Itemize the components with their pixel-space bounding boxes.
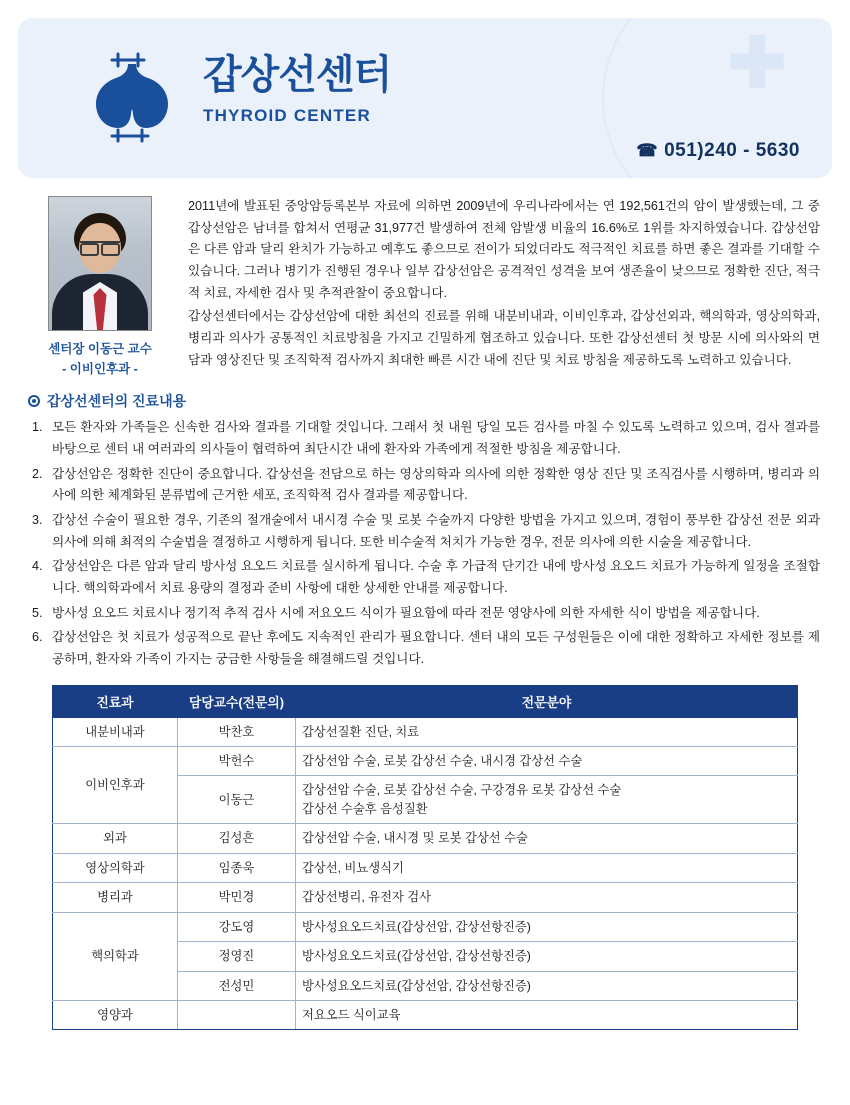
cell-specialty: 갑상선암 수술, 로봇 갑상선 수술, 구강경유 로봇 갑상선 수술 갑상선 수술후 음성질환 [296, 776, 798, 824]
cell-specialty: 방사성요오드치료(갑상선암, 갑상선항진증) [296, 971, 798, 1000]
table-row [53, 883, 798, 912]
intro-paragraph-2: 갑상선센터에서는 갑상선암에 대한 최선의 진료를 위해 내분비내과, 이비인후과, 갑상선외과, 핵의학과, 영상의학과, 병리과 의사가 공통적인 치료방침을 가지고 긴밀하게 협조하고 있습니다. 또한 갑상선센터 첫 방문 시에 의사와의 면담과 영상진단 및 조직학적 검사까지 최대한 빠른 시간 내에 진단 및 치료 방침을 제공하도록 노력하고 있습니다. [188, 309, 820, 367]
thyroid-gland-icon [88, 48, 178, 143]
table-header-row [53, 685, 798, 717]
cell-specialty: 방사성요오드치료(갑상선암, 갑상선항진증) [296, 912, 798, 941]
doctor-department: - 이비인후과 - [62, 362, 138, 377]
ring-bullet-icon [28, 395, 40, 407]
column-header-doctor: 담당교수(전문의) [178, 685, 296, 717]
cell-specialty: 방사성요오드치료(갑상선암, 갑상선항진증) [296, 942, 798, 971]
phone-number [636, 140, 800, 162]
cell-department: 영양과 [53, 1000, 178, 1029]
intro-section [30, 196, 820, 377]
cell-department: 핵의학과 [53, 912, 178, 1000]
cell-doctor: 전성민 [178, 971, 296, 1000]
services-list [30, 417, 820, 670]
phone-text: 051)240 - 5630 [664, 140, 800, 161]
doctor-photo [48, 196, 152, 331]
cell-doctor: 임종욱 [178, 853, 296, 882]
services-heading [28, 391, 820, 411]
list-item: 갑상선암은 정확한 진단이 중요합니다. 갑상선을 전담으로 하는 영상의학과 의사에 의한 정확한 영상 진단 및 조직검사를 시행하며, 병리과 의사에 의한 체계화된 분류법에 근거한 세포, 조직학적 검사 결과를 제공합니다. [52, 466, 820, 503]
column-header-dept: 진료과 [53, 685, 178, 717]
photo-glasses [80, 241, 120, 251]
cell-doctor: 박헌수 [178, 747, 296, 776]
column-header-field: 전문분야 [296, 685, 798, 717]
list-item: 갑상선암은 첫 치료가 성공적으로 끝난 후에도 지속적인 관리가 필요합니다. 센터 내의 모든 구성원들은 이에 대한 정확하고 자세한 정보를 제공하며, 환자와 가족이 가지는 궁금한 사항들을 해결해드릴 것입니다. [52, 630, 820, 666]
cell-department: 외과 [53, 824, 178, 853]
table-row [53, 824, 798, 853]
staff-table-wrap [52, 685, 798, 1031]
doctor-profile [30, 196, 170, 377]
doctor-name: 센터장 이동근 교수 [48, 342, 152, 356]
intro-text [170, 196, 820, 373]
cell-department: 영상의학과 [53, 853, 178, 882]
cell-doctor [178, 1000, 296, 1029]
cell-specialty: 갑상선암 수술, 로봇 갑상선 수술, 내시경 갑상선 수술 [296, 747, 798, 776]
cell-specialty: 갑상선, 비뇨생식기 [296, 853, 798, 882]
cell-doctor: 정영진 [178, 942, 296, 971]
staff-table [52, 685, 798, 1031]
title-korean: 갑상선센터 [203, 53, 392, 97]
cell-specialty: 저요오드 식이교육 [296, 1000, 798, 1029]
page-title [203, 52, 391, 126]
cell-doctor: 김성흔 [178, 824, 296, 853]
table-row [53, 853, 798, 882]
services-heading-label: 갑상선센터의 진료내용 [47, 393, 187, 410]
cell-department: 병리과 [53, 883, 178, 912]
cell-doctor: 이동근 [178, 776, 296, 824]
cross-watermark-icon: ✚ [727, 24, 787, 102]
list-item: 갑상선 수술이 필요한 경우, 기존의 절개술에서 내시경 수술 및 로봇 수술까지 다양한 방법을 가지고 있으며, 경험이 풍부한 갑상선 전문 외과 의사에 의해 최적의 수술법을 결정하고 시행하게 됩니다. 또한 비수술적 처치가 가능한 경우, 전문 의사에 의한 시술을 제공합니다. [52, 513, 820, 549]
cell-specialty: 갑상선암 수술, 내시경 및 로봇 갑상선 수술 [296, 824, 798, 853]
table-row [53, 912, 798, 941]
table-row [53, 747, 798, 776]
list-item: 갑상선암은 다른 암과 달리 방사성 요오드 치료를 실시하게 됩니다. 수술 후 가급적 단기간 내에 방사성 요오드 치료가 가능하게 일정을 조절합니다. 핵의학과에서 치료 용량의 결정과 준비 사항에 대한 상세한 안내를 제공합니다. [52, 559, 820, 595]
cell-doctor: 강도영 [178, 912, 296, 941]
cell-specialty: 갑상선병리, 유전자 검사 [296, 883, 798, 912]
page-header [18, 18, 832, 178]
telephone-icon: ☎ [636, 141, 659, 160]
table-row [53, 1000, 798, 1029]
cell-specialty: 갑상선질환 진단, 치료 [296, 717, 798, 746]
list-item: 모든 환자와 가족들은 신속한 검사와 결과를 기대할 것입니다. 그래서 첫 내원 당일 모든 검사를 마칠 수 있도록 노력하고 있으며, 검사 결과를 바탕으로 센터 내 여러과의 의사들이 협력하여 최단시간 내에 환자와 가족에게 적절한 방침을 제공합니다. [52, 420, 820, 457]
table-row [53, 717, 798, 746]
intro-paragraph-1: 2011년에 발표된 중앙암등록본부 자료에 의하면 2009년에 우리나라에서는 연 192,561건의 암이 발생했는데, 그 중 갑상선암은 남녀를 합쳐서 연평균 31,977건 발생하여 전체 암발생 비율의 16.6%로 1위를 차지하였습니다. 갑상선암은 다른 암과 달리 완치가 가능하고 예후도 좋으므로 전이가 되었더라도 적극적인 치료를 하면 좋은 결과를 기대할 수 있습니다. 그러나 병기가 진행된 경우나 일부 갑상선암은 공격적인 성격을 보여 생존율이 낮으므로 정확한 진단, 적극적 치료, 자세한 검사 및 추적관찰이 중요합니다. [188, 199, 820, 300]
cell-doctor: 박찬호 [178, 717, 296, 746]
cell-department: 이비인후과 [53, 747, 178, 824]
list-item: 방사성 요오드 치료시나 정기적 추적 검사 시에 저요오드 식이가 필요함에 따라 전문 영양사에 의한 자세한 식이 방법을 제공합니다. [52, 605, 760, 620]
cell-doctor: 박민경 [178, 883, 296, 912]
cell-department: 내분비내과 [53, 717, 178, 746]
table-body [53, 717, 798, 1030]
title-english: THYROID CENTER [203, 106, 371, 125]
